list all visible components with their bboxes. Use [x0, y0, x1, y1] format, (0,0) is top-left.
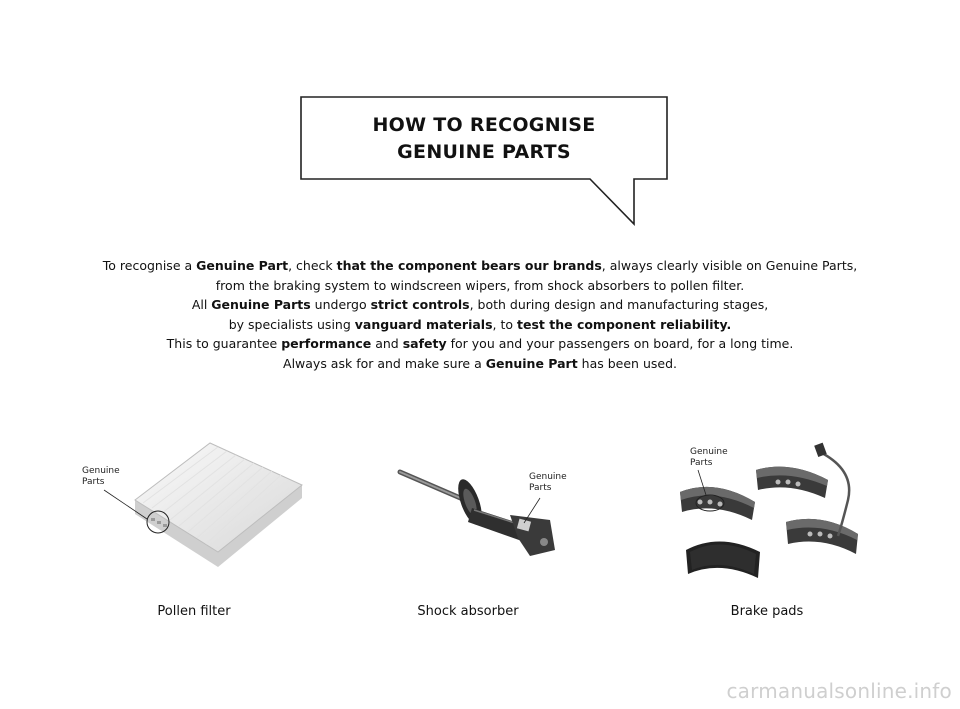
- brake-pads-callout: Genuine Parts: [690, 447, 728, 468]
- pollen-filter-icon: [80, 430, 320, 580]
- shock-absorber-callout: Genuine Parts: [529, 472, 567, 493]
- intro-paragraph: [40, 256, 920, 373]
- pollen-filter-illustration: [80, 430, 320, 580]
- intro-line-4: by specialists using vanguard materials, to test the component reliability.: [228, 316, 732, 332]
- shock-absorber-caption: Shock absorber: [417, 604, 519, 619]
- watermark: carmanualsonline.info: [726, 679, 952, 703]
- page-title-line1: HOW TO RECOGNISE: [372, 114, 596, 136]
- pollen-filter-caption: Pollen filter: [157, 604, 231, 619]
- pollen-filter-callout: Genuine Parts: [82, 466, 120, 487]
- intro-line-5: This to guarantee performance and safety for you and your passengers on board, for a long time.: [166, 336, 794, 351]
- brake-pads-caption: Brake pads: [730, 604, 804, 619]
- page-title: [301, 112, 667, 166]
- title-bubble: [0, 0, 960, 240]
- intro-line-6: Always ask for and make sure a Genuine Part has been used.: [283, 355, 677, 371]
- intro-line-3: All Genuine Parts undergo strict controls, both during design and manufacturing stages,: [191, 297, 769, 312]
- page-title-line2: GENUINE PARTS: [397, 141, 571, 163]
- intro-line-1: To recognise a Genuine Part, check that the component bears our brands, always clearly visible on Genuine Parts,: [102, 258, 858, 273]
- intro-line-2: from the braking system to windscreen wipers, from shock absorbers to pollen filter.: [215, 277, 745, 293]
